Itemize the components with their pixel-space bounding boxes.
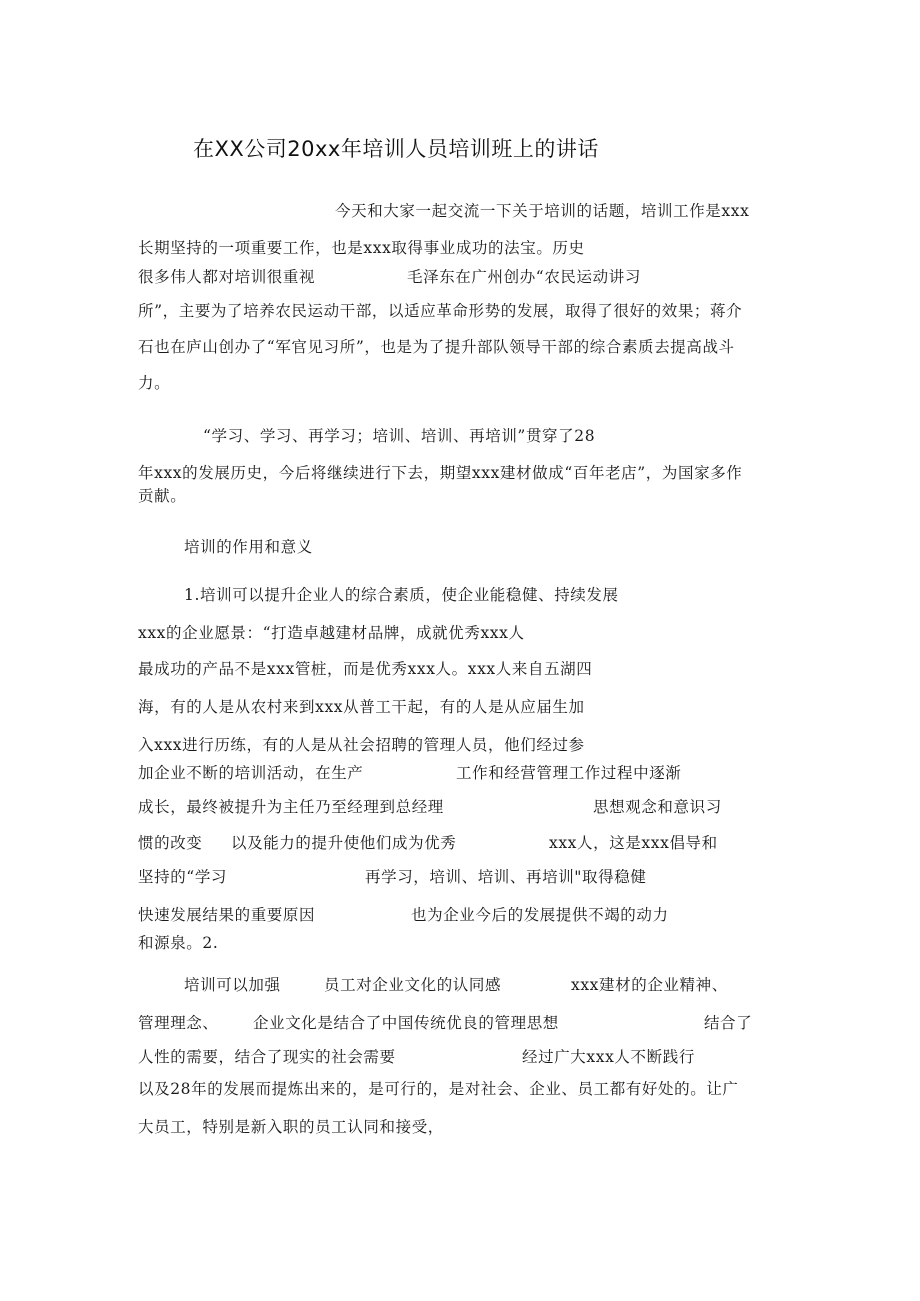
text-segment: 工作和经营管理工作过程中逐渐 (456, 764, 682, 782)
text-segment: 以及28年的发展而提炼出来的，是可行的，是对社会、企业、员工都有好处的。让广 (138, 1080, 739, 1098)
text-segment: 海，有的人是从农村来到xxx从普工干起，有的人是从应届生加 (138, 698, 585, 716)
text-segment: 加企业不断的培训活动，在生产 (138, 764, 364, 782)
text-segment: 结合了 (704, 1014, 753, 1032)
text-segment: 很多伟人都对培训很重视 (138, 268, 316, 286)
text-segment: 以及能力的提升使他们成为优秀 (231, 834, 457, 852)
text-segment: 贡献。 (138, 487, 187, 505)
text-segment: 所”，主要为了培养农民运动干部，以适应革命形势的发展，取得了很好的效果；蒋介 (138, 302, 743, 320)
text-segment: 石也在庐山创办了“军官见习所”，也是为了提升部队领导干部的综合素质去提高战斗 (138, 338, 735, 356)
text-segment: “学习、学习、再学习；培训、培训、再培训”贯穿了28 (203, 427, 596, 445)
text-segment: 培训的作用和意义 (184, 538, 313, 556)
text-segment: 员工对企业文化的认同感 (324, 976, 502, 994)
text-segment: xxx人，这是xxx倡导和 (549, 834, 718, 852)
text-segment: xxx的企业愿景：“打造卓越建材品牌，成就优秀xxx人 (138, 624, 525, 642)
text-segment: 和源泉。2. (138, 934, 219, 952)
text-segment: xxx建材的企业精神、 (571, 976, 728, 994)
text-segment: 人性的需要，结合了现实的社会需要 (138, 1048, 396, 1066)
text-segment: 1.培训可以提升企业人的综合素质，使企业能稳健、持续发展 (184, 586, 619, 604)
document-title: 在XX公司20xx年培训人员培训班上的讲话 (193, 137, 599, 161)
text-segment: 最成功的产品不是xxx管桩，而是优秀xxx人。xxx人来自五湖四 (138, 660, 593, 678)
text-segment: 思想观念和意识习 (593, 798, 722, 816)
text-segment: 经过广大xxx人不断践行 (522, 1048, 695, 1066)
text-segment: 快速发展结果的重要原因 (138, 906, 316, 924)
text-segment: 再学习，培训、培训、再培训"取得稳健 (365, 868, 647, 886)
text-segment: 毛泽东在广州创办“农民运动讲习 (407, 268, 641, 286)
text-segment: 也为企业今后的发展提供不竭的动力 (411, 906, 669, 924)
text-segment: 长期坚持的一项重要工作，也是xxx取得事业成功的法宝。历史 (138, 239, 585, 257)
text-segment: 管理理念、 (138, 1014, 219, 1032)
text-segment: 今天和大家一起交流一下关于培训的话题，培训工作是xxx (335, 202, 750, 220)
text-segment: 坚持的“学习 (138, 868, 228, 886)
text-segment: 成长，最终被提升为主任乃至经理到总经理 (138, 798, 444, 816)
text-segment: 力。 (138, 374, 171, 392)
text-segment: 培训可以加强 (184, 976, 281, 994)
text-segment: 入xxx进行历练，有的人是从社会招聘的管理人员，他们经过参 (138, 736, 585, 754)
text-segment: 企业文化是结合了中国传统优良的管理思想 (253, 1014, 559, 1032)
text-segment: 年xxx的发展历史，今后将继续进行下去，期望xxx建材做成“百年老店”，为国家多作 (138, 464, 743, 482)
text-segment: 大员工，特别是新入职的员工认同和接受， (138, 1118, 444, 1136)
text-segment: 惯的改变 (138, 834, 203, 852)
